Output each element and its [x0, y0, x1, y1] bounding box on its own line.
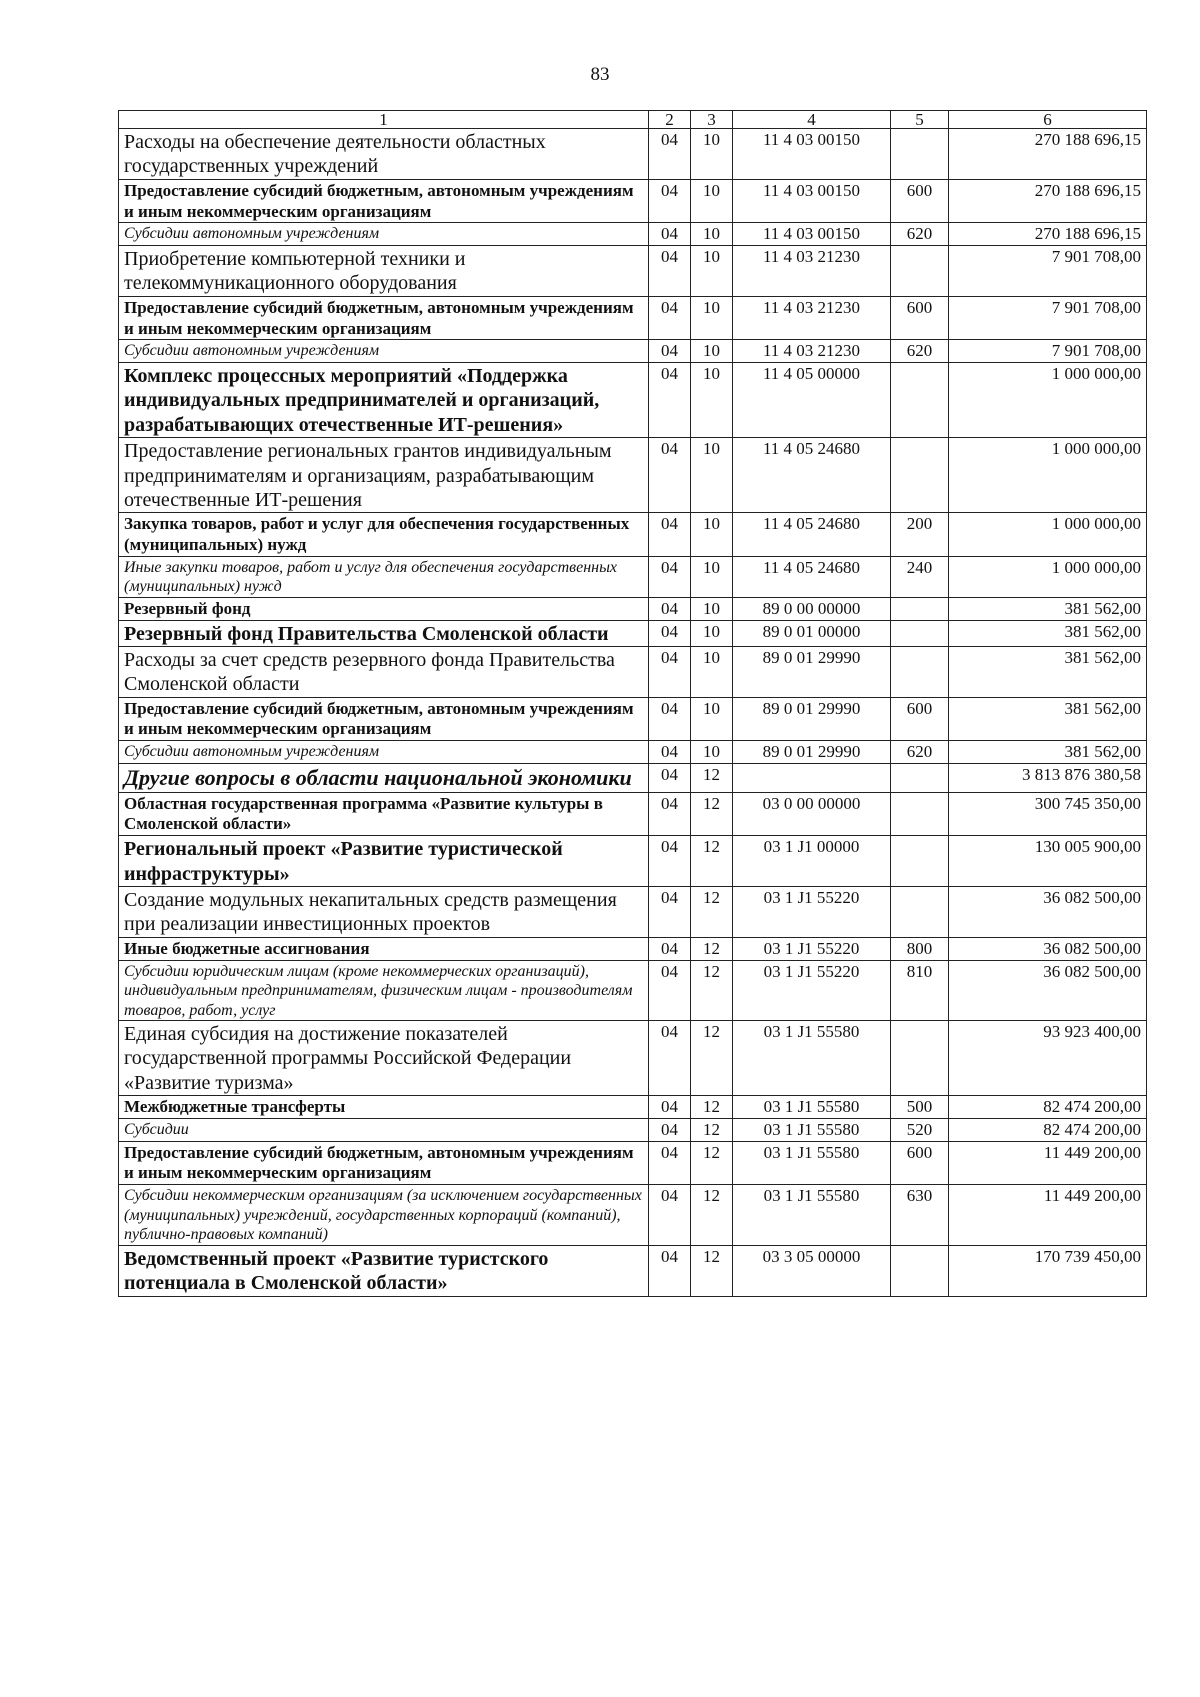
row-amount: 1 000 000,00 [949, 513, 1147, 556]
row-amount: 1 000 000,00 [949, 362, 1147, 437]
table-row [119, 620, 1147, 646]
row-target-code: 03 0 00 00000 [733, 792, 891, 835]
row-expense-type: 600 [891, 697, 949, 740]
row-expense-type [891, 646, 949, 697]
row-target-code: 11 4 03 00150 [733, 129, 891, 180]
row-name: Создание модульных некапитальных средств размещения при реализации инвестиционных проектов [119, 887, 649, 938]
row-section-code: 04 [649, 597, 691, 620]
row-section-code: 04 [649, 1245, 691, 1296]
row-name: Другие вопросы в области национальной экономики [119, 763, 649, 792]
table-row [119, 792, 1147, 835]
table-row [119, 597, 1147, 620]
row-subsection-code: 10 [691, 741, 733, 764]
column-header: 3 [691, 111, 733, 129]
row-amount: 82 474 200,00 [949, 1096, 1147, 1119]
row-expense-type [891, 597, 949, 620]
row-target-code: 03 1 J1 55580 [733, 1118, 891, 1141]
row-subsection-code: 10 [691, 129, 733, 180]
column-header: 6 [949, 111, 1147, 129]
row-amount: 381 562,00 [949, 697, 1147, 740]
row-section-code: 04 [649, 646, 691, 697]
row-subsection-code: 12 [691, 1141, 733, 1184]
row-expense-type: 520 [891, 1118, 949, 1141]
table-row [119, 1118, 1147, 1141]
row-target-code: 89 0 01 29990 [733, 646, 891, 697]
column-header: 2 [649, 111, 691, 129]
row-target-code: 03 1 J1 55220 [733, 887, 891, 938]
row-section-code: 04 [649, 1021, 691, 1096]
row-name: Единая субсидия на достижение показателей государственной программы Российской Федерации «Развитие туризма» [119, 1021, 649, 1096]
row-subsection-code: 10 [691, 556, 733, 597]
row-name: Ведомственный проект «Развитие туристского потенциала в Смоленской области» [119, 1245, 649, 1296]
row-amount: 270 188 696,15 [949, 129, 1147, 180]
row-expense-type: 200 [891, 513, 949, 556]
row-expense-type [891, 620, 949, 646]
row-amount: 381 562,00 [949, 620, 1147, 646]
row-name: Областная государственная программа «Развитие культуры в Смоленской области» [119, 792, 649, 835]
row-target-code: 03 1 J1 55220 [733, 937, 891, 960]
table-row [119, 179, 1147, 222]
row-expense-type [891, 887, 949, 938]
row-section-code: 04 [649, 296, 691, 339]
row-section-code: 04 [649, 556, 691, 597]
row-amount: 170 739 450,00 [949, 1245, 1147, 1296]
row-amount: 381 562,00 [949, 597, 1147, 620]
table-row [119, 836, 1147, 887]
row-amount: 7 901 708,00 [949, 245, 1147, 296]
row-subsection-code: 10 [691, 245, 733, 296]
row-section-code: 04 [649, 836, 691, 887]
row-subsection-code: 12 [691, 1118, 733, 1141]
row-amount: 270 188 696,15 [949, 179, 1147, 222]
row-expense-type: 620 [891, 223, 949, 246]
table-row [119, 1245, 1147, 1296]
row-subsection-code: 10 [691, 646, 733, 697]
row-target-code: 11 4 05 24680 [733, 513, 891, 556]
table-row [119, 513, 1147, 556]
table-row [119, 1141, 1147, 1184]
row-name: Субсидии [119, 1118, 649, 1141]
row-amount: 7 901 708,00 [949, 340, 1147, 363]
row-section-code: 04 [649, 1096, 691, 1119]
row-target-code: 11 4 05 00000 [733, 362, 891, 437]
table-row [119, 223, 1147, 246]
row-target-code: 03 1 J1 55220 [733, 960, 891, 1021]
row-target-code: 03 1 J1 55580 [733, 1141, 891, 1184]
row-subsection-code: 10 [691, 620, 733, 646]
row-name: Предоставление субсидий бюджетным, автономным учреждениям и иным некоммерческим организациям [119, 1141, 649, 1184]
table-row [119, 763, 1147, 792]
row-subsection-code: 10 [691, 179, 733, 222]
row-expense-type [891, 792, 949, 835]
row-amount: 381 562,00 [949, 646, 1147, 697]
table-row [119, 556, 1147, 597]
table-row [119, 697, 1147, 740]
row-subsection-code: 10 [691, 223, 733, 246]
table-row [119, 937, 1147, 960]
table-row [119, 1185, 1147, 1246]
row-amount: 3 813 876 380,58 [949, 763, 1147, 792]
row-target-code: 03 1 J1 55580 [733, 1096, 891, 1119]
row-section-code: 04 [649, 1118, 691, 1141]
table-row [119, 960, 1147, 1021]
row-section-code: 04 [649, 179, 691, 222]
row-expense-type [891, 438, 949, 513]
row-target-code: 89 0 01 29990 [733, 741, 891, 764]
row-target-code: 89 0 01 00000 [733, 620, 891, 646]
row-subsection-code: 10 [691, 340, 733, 363]
row-amount: 11 449 200,00 [949, 1185, 1147, 1246]
row-section-code: 04 [649, 1185, 691, 1246]
row-name: Субсидии автономным учреждениям [119, 741, 649, 764]
row-subsection-code: 12 [691, 887, 733, 938]
row-target-code: 11 4 03 21230 [733, 340, 891, 363]
row-subsection-code: 12 [691, 792, 733, 835]
row-section-code: 04 [649, 741, 691, 764]
row-section-code: 04 [649, 1141, 691, 1184]
row-amount: 93 923 400,00 [949, 1021, 1147, 1096]
row-subsection-code: 12 [691, 1096, 733, 1119]
row-name: Комплекс процессных мероприятий «Поддержка индивидуальных предпринимателей и организаций, разрабатывающих отечественные ИТ-решения» [119, 362, 649, 437]
row-expense-type: 600 [891, 179, 949, 222]
table-row [119, 741, 1147, 764]
row-name: Резервный фонд [119, 597, 649, 620]
row-name: Предоставление субсидий бюджетным, автономным учреждениям и иным некоммерческим организациям [119, 697, 649, 740]
table-row [119, 1096, 1147, 1119]
row-amount: 7 901 708,00 [949, 296, 1147, 339]
row-name: Предоставление региональных грантов индивидуальным предпринимателям и организациям, разрабатывающим отечественные ИТ-решения [119, 438, 649, 513]
row-name: Закупка товаров, работ и услуг для обеспечения государственных (муниципальных) нужд [119, 513, 649, 556]
row-subsection-code: 10 [691, 597, 733, 620]
row-expense-type [891, 129, 949, 180]
row-name: Субсидии автономным учреждениям [119, 223, 649, 246]
row-section-code: 04 [649, 763, 691, 792]
row-expense-type: 810 [891, 960, 949, 1021]
row-subsection-code: 10 [691, 697, 733, 740]
row-expense-type [891, 1021, 949, 1096]
row-subsection-code: 12 [691, 937, 733, 960]
row-target-code: 89 0 00 00000 [733, 597, 891, 620]
row-name: Расходы на обеспечение деятельности областных государственных учреждений [119, 129, 649, 180]
table-row [119, 1021, 1147, 1096]
row-target-code: 03 1 J1 55580 [733, 1185, 891, 1246]
row-amount: 1 000 000,00 [949, 438, 1147, 513]
table-row [119, 438, 1147, 513]
table-row [119, 340, 1147, 363]
row-target-code: 11 4 05 24680 [733, 556, 891, 597]
row-expense-type: 620 [891, 741, 949, 764]
row-target-code [733, 763, 891, 792]
column-header: 4 [733, 111, 891, 129]
row-subsection-code: 12 [691, 960, 733, 1021]
row-section-code: 04 [649, 362, 691, 437]
row-expense-type: 500 [891, 1096, 949, 1119]
row-subsection-code: 10 [691, 362, 733, 437]
row-name: Субсидии юридическим лицам (кроме некоммерческих организаций), индивидуальным предпринимателям, физическим лицам - производителям товаров, работ, услуг [119, 960, 649, 1021]
row-expense-type [891, 362, 949, 437]
row-section-code: 04 [649, 960, 691, 1021]
table-row [119, 362, 1147, 437]
row-section-code: 04 [649, 245, 691, 296]
budget-table [118, 110, 1147, 1297]
row-section-code: 04 [649, 129, 691, 180]
table-row [119, 646, 1147, 697]
row-amount: 300 745 350,00 [949, 792, 1147, 835]
row-name: Иные бюджетные ассигнования [119, 937, 649, 960]
row-amount: 36 082 500,00 [949, 937, 1147, 960]
row-expense-type [891, 836, 949, 887]
table-row [119, 129, 1147, 180]
row-section-code: 04 [649, 697, 691, 740]
row-target-code: 11 4 03 21230 [733, 296, 891, 339]
row-name: Региональный проект «Развитие туристической инфраструктуры» [119, 836, 649, 887]
row-amount: 11 449 200,00 [949, 1141, 1147, 1184]
row-target-code: 11 4 03 00150 [733, 179, 891, 222]
row-name: Приобретение компьютерной техники и телекоммуникационного оборудования [119, 245, 649, 296]
row-name: Субсидии некоммерческим организациям (за исключением государственных (муниципальных) учреждений, государственных корпораций (компаний), публично-правовых компаний) [119, 1185, 649, 1246]
row-subsection-code: 12 [691, 1245, 733, 1296]
row-expense-type [891, 1245, 949, 1296]
table-header-row [119, 111, 1147, 129]
row-target-code: 11 4 03 21230 [733, 245, 891, 296]
column-header: 5 [891, 111, 949, 129]
row-section-code: 04 [649, 223, 691, 246]
row-section-code: 04 [649, 438, 691, 513]
row-expense-type: 600 [891, 1141, 949, 1184]
row-name: Межбюджетные трансферты [119, 1096, 649, 1119]
row-expense-type: 620 [891, 340, 949, 363]
row-subsection-code: 10 [691, 513, 733, 556]
row-name: Предоставление субсидий бюджетным, автономным учреждениям и иным некоммерческим организациям [119, 179, 649, 222]
row-name: Предоставление субсидий бюджетным, автономным учреждениям и иным некоммерческим организациям [119, 296, 649, 339]
row-name: Субсидии автономным учреждениям [119, 340, 649, 363]
row-expense-type: 800 [891, 937, 949, 960]
column-header: 1 [119, 111, 649, 129]
row-target-code: 89 0 01 29990 [733, 697, 891, 740]
row-subsection-code: 10 [691, 438, 733, 513]
table-row [119, 245, 1147, 296]
row-expense-type [891, 245, 949, 296]
row-amount: 270 188 696,15 [949, 223, 1147, 246]
row-section-code: 04 [649, 513, 691, 556]
row-target-code: 03 1 J1 55580 [733, 1021, 891, 1096]
table-body [119, 129, 1147, 1297]
row-section-code: 04 [649, 887, 691, 938]
row-subsection-code: 12 [691, 1021, 733, 1096]
row-amount: 82 474 200,00 [949, 1118, 1147, 1141]
row-section-code: 04 [649, 340, 691, 363]
page-number: 83 [590, 64, 610, 85]
row-expense-type: 630 [891, 1185, 949, 1246]
row-target-code: 11 4 03 00150 [733, 223, 891, 246]
row-amount: 36 082 500,00 [949, 960, 1147, 1021]
row-amount: 36 082 500,00 [949, 887, 1147, 938]
row-subsection-code: 12 [691, 763, 733, 792]
row-target-code: 03 3 05 00000 [733, 1245, 891, 1296]
row-target-code: 03 1 J1 00000 [733, 836, 891, 887]
row-name: Расходы за счет средств резервного фонда Правительства Смоленской области [119, 646, 649, 697]
row-amount: 1 000 000,00 [949, 556, 1147, 597]
table-row [119, 296, 1147, 339]
row-expense-type [891, 763, 949, 792]
row-section-code: 04 [649, 620, 691, 646]
row-name: Резервный фонд Правительства Смоленской области [119, 620, 649, 646]
row-amount: 381 562,00 [949, 741, 1147, 764]
row-expense-type: 240 [891, 556, 949, 597]
row-amount: 130 005 900,00 [949, 836, 1147, 887]
row-subsection-code: 10 [691, 296, 733, 339]
row-expense-type: 600 [891, 296, 949, 339]
row-subsection-code: 12 [691, 836, 733, 887]
row-subsection-code: 12 [691, 1185, 733, 1246]
row-section-code: 04 [649, 792, 691, 835]
row-name: Иные закупки товаров, работ и услуг для обеспечения государственных (муниципальных) нужд [119, 556, 649, 597]
table-row [119, 887, 1147, 938]
row-section-code: 04 [649, 937, 691, 960]
row-target-code: 11 4 05 24680 [733, 438, 891, 513]
